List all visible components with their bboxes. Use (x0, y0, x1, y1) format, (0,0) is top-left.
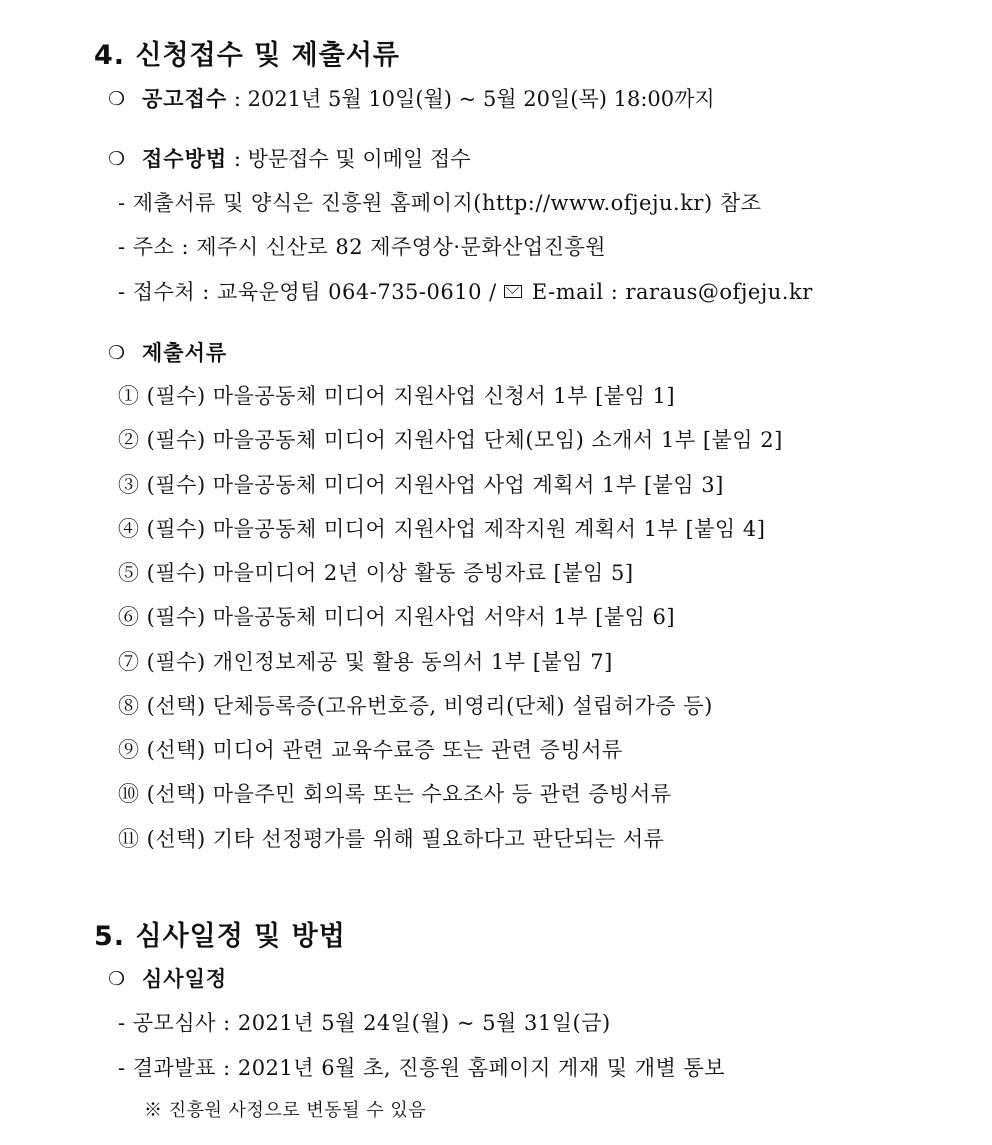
document-item: ⑦ (필수) 개인정보제공 및 활용 동의서 1부 [붙임 7] (118, 650, 613, 674)
document-item: ① (필수) 마을공동체 미디어 지원사업 신청서 1부 [붙임 1] (118, 384, 676, 408)
document-item: ④ (필수) 마을공동체 미디어 지원사업 제작지원 계획서 1부 [붙임 4] (118, 517, 766, 541)
method-detail-contact (118, 279, 813, 305)
document-item: ⑧ (선택) 단체등록증(고유번호증, 비영리(단체) 설립허가증 등) (118, 694, 713, 718)
method-bullet: ❍ (108, 148, 126, 170)
document-item: ⑥ (필수) 마을공동체 미디어 지원사업 서약서 1부 [붙임 6] (118, 605, 676, 629)
method-row (142, 146, 470, 172)
documents-row (142, 340, 227, 366)
method-separator: : (227, 147, 248, 171)
contact-email: E-mail : raraus@ofjeju.kr (531, 280, 813, 304)
method-detail-address: - 주소 : 제주시 신산로 82 제주영상·문화산업진흥원 (118, 235, 607, 259)
reception-value: 2021년 5월 10일(월) ~ 5월 20일(목) 18:00까지 (247, 87, 715, 111)
schedule-note: ※ 진흥원 사정으로 변동될 수 있음 (144, 1100, 427, 1121)
section-5-title: 5. 심사일정 및 방법 (94, 921, 346, 952)
reception-row (142, 86, 715, 112)
reception-bullet: ❍ (108, 88, 126, 110)
schedule-bullet: ❍ (108, 968, 126, 990)
schedule-label: 심사일정 (142, 966, 228, 991)
document-item: ⑨ (선택) 미디어 관련 교육수료증 또는 관련 증빙서류 (118, 738, 623, 762)
schedule-review: - 공모심사 : 2021년 5월 24일(월) ~ 5월 31일(금) (118, 1011, 611, 1035)
method-value: 방문접수 및 이메일 접수 (247, 147, 471, 171)
document-item: ⑤ (필수) 마을미디어 2년 이상 활동 증빙자료 [붙임 5] (118, 561, 634, 585)
document-item: ② (필수) 마을공동체 미디어 지원사업 단체(모임) 소개서 1부 [붙임 2] (118, 428, 783, 452)
method-detail-forms: - 제출서류 및 양식은 진흥원 홈페이지(http://www.ofjeju.kr) 참조 (118, 191, 762, 215)
reception-label: 공고접수 (142, 86, 228, 111)
documents-label: 제출서류 (142, 340, 228, 365)
reception-separator: : (227, 87, 248, 111)
documents-bullet: ❍ (108, 342, 126, 364)
schedule-announcement: - 결과발표 : 2021년 6월 초, 진흥원 홈페이지 게재 및 개별 통보 (118, 1056, 726, 1080)
envelope-icon (504, 285, 522, 298)
method-label: 접수방법 (142, 146, 228, 171)
contact-prefix: - 접수처 : 교육운영팀 064-735-0610 / (118, 280, 504, 304)
schedule-row (142, 966, 227, 992)
document-item: ⑩ (선택) 마을주민 회의록 또는 수요조사 등 관련 증빙서류 (118, 782, 672, 806)
document-item: ⑪ (선택) 기타 선정평가를 위해 필요하다고 판단되는 서류 (118, 827, 665, 851)
section-4-title: 4. 신청접수 및 제출서류 (94, 40, 400, 71)
document-item: ③ (필수) 마을공동체 미디어 지원사업 사업 계획서 1부 [붙임 3] (118, 473, 724, 497)
